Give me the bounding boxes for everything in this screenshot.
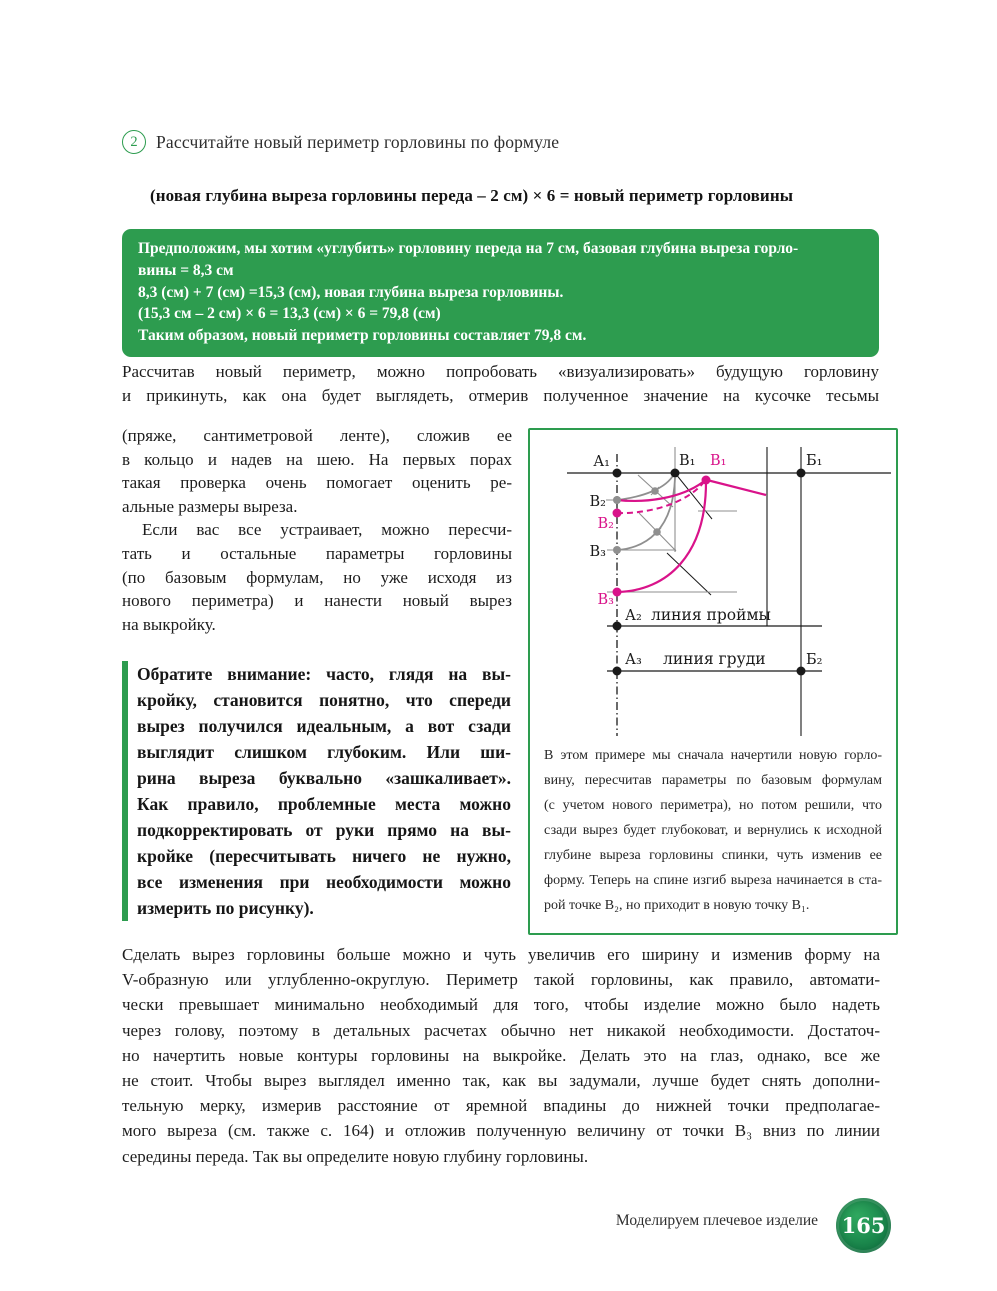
step-title: Рассчитайте новый периметр горловины по формуле [156,131,560,152]
new-front-diagonal [667,553,711,595]
attention-note: Обратите внимание: часто, глядя на вы- кройку, становится понятно, что спереди вырез получился идеальным, а вот сзади выглядит слишком глубоким. Или ши- рина выреза буквально «зашкаливает». Как правило, проблемные места можно подкорректировать от руки прямо на вы- кройке (пересчитывать ничего не нужно, все изменения при необходимости можно измерить по рисунку). [122,661,511,921]
label-b3-old: В₃ [589,544,606,560]
point-b1-new [702,476,711,485]
label-armhole-line: линия проймы [651,606,771,624]
point-a1 [613,469,622,478]
old-front-curve-point [653,528,661,536]
old-front-neckline-curve [617,478,675,550]
neckline-figure [528,428,898,935]
point-b1-right [797,469,806,478]
label-a1: А₁ [593,454,610,470]
left-paragraph-1: (пряже, сантиметровой ленте), сложив ее в кольцо и надев на шею. На первых порах такая проверка очень помогает оценить ре- альные размеры выреза. [122,426,512,516]
label-a3: А₃ [625,652,642,668]
left-paragraph-2: Если вас все устраивает, можно пересчи- тать и остальные параметры горловины (по базовым формулам, но уже исходя из нового периметра) и нанести новый вырез на выкройку. [122,520,512,634]
label-a2: А₂ [625,608,642,624]
neckline-diagram [530,434,896,742]
example-box: Предположим, мы хотим «углубить» горловину переда на 7 см, базовая глубина выреза горло- вины = 8,3 см 8,3 (см) + 7 (см) =15,3 (см), новая глубина выреза горловины. (15,3 см – 2 см) × 6 = 13,3 (см) × 6 = 79,8 (см) Таким образом, новый периметр горловины составляет 79,8 см. [122,229,879,357]
label-b1-right: Б₁ [806,453,823,469]
point-a2 [613,622,622,631]
label-b1-new: В₁ [710,453,727,469]
label-b3-new: В₃ [597,592,614,608]
point-b1-old [671,469,680,478]
footer-section-label: Моделируем плечевое изделие [615,1212,818,1229]
step-header [122,130,882,154]
point-a3 [613,667,622,676]
label-b2-right: Б₂ [806,652,823,668]
label-chest-line: линия груди [663,650,766,668]
point-b2-right [797,667,806,676]
point-b3-old [613,546,621,554]
left-column [122,424,512,636]
point-b2-old [613,496,621,504]
old-back-curve-point [651,487,659,495]
label-b1-old: В₁ [679,453,696,469]
new-shoulder-line [707,480,766,495]
label-b2-old: В₂ [589,494,606,510]
step-number-icon: 2 [122,130,146,154]
page-number: 165 [841,1213,886,1238]
figure-caption: В этом примере мы сначала начертили новую горло- вину, пересчитав параметры по базовым формулам (с учетом нового периметра), но потом решили, что сзади вырез будет глубоковат, и вернулись к исходной глубине выреза горловины спинки, чуть изменив ее форму. Теперь на спине изгиб выреза начинается в ста- рой точке В₂, но приходит в новую точку В₁. [544,748,882,913]
intro-paragraph: Рассчитав новый периметр, можно попробовать «визуализировать» будущую горловину и прикинуть, как она будет выглядеть, отмерив полученное значение на кусочке тесьмы [122,362,879,405]
formula-text: (новая глубина выреза горловины переда – 2 см) × 6 = новый периметр горловины [150,186,794,205]
closing-paragraph: Сделать вырез горловины больше можно и чуть увеличив его ширину и изменив форму на V-образную или углубленно-округлую. Периметр такой горловины, как правило, автомати- чески превышает минимально необходимый для того, чтобы изделие можно было надеть через голову, поэтому в детальных расчетах обычно нет никакой необходимости. Достаточ- но начертить новые контуры горловины на выкройке. Делать это на глаз, однако, все же не стоит. Чтобы вырез выглядел именно так, как вы задумали, лучше будет снять дополни- тельную мерку, измерив расстояние от яремной впадины до нижней точки предполагае- мого выреза (см. также с. 164) и отложив полученную величину от точки В₃ вниз по линии середины переда. Так вы определите новую глубину горловины. [122,945,880,1166]
page-number-badge [836,1198,891,1253]
old-back-neckline-curve [617,474,674,500]
label-b2-new: В₂ [597,516,614,532]
